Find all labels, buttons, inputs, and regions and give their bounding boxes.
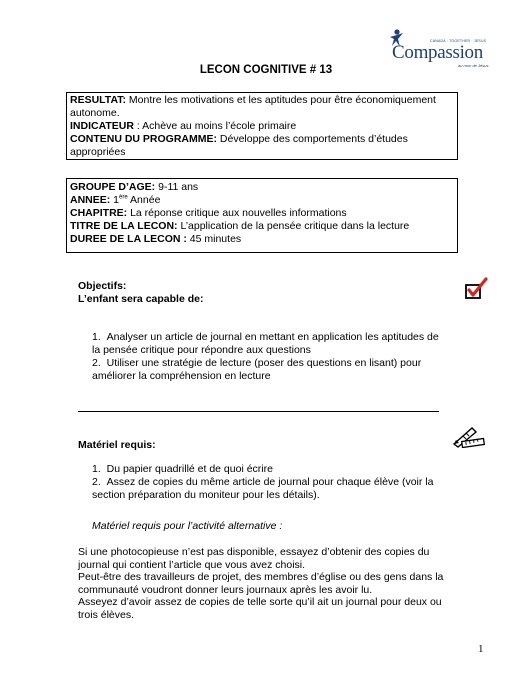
indicateur-label: INDICATEUR [70, 120, 134, 132]
list-item-text: Analyser un article de journal en mettant en application les aptitudes de la pensée critique pour répondre aux questions [92, 331, 439, 356]
list-number: 1. [92, 463, 101, 475]
alt-paragraph-1: Si une photocopieuse n’est pas disponible, essayez d’obtenir des copies du journal qui contient l’article que vous avez choisi. [78, 546, 430, 571]
contenu-text: Développe des comportements d’études appropriées [70, 133, 408, 158]
contenu-label: CONTENU DU PROGRAMME: [70, 133, 217, 145]
indicateur-text: : Achève au moins l’école primaire [133, 120, 297, 132]
chapitre-line [70, 207, 454, 220]
logo-wordmark: Compassion [392, 42, 483, 63]
list-number: 2. [92, 476, 101, 488]
objectifs-heading-block [78, 280, 203, 306]
checkbox-check-icon [464, 277, 490, 301]
groupe-text: 9-11 ans [155, 181, 199, 193]
indicateur-line [70, 120, 454, 133]
chapitre-text: La réponse critique aux nouvelles informations [127, 207, 347, 219]
annee-label: ANNEE: [70, 194, 111, 206]
materiel-item-1 [92, 463, 442, 476]
list-item-text: Utiliser une stratégie de lecture (poser des questions en lisant) pour améliorer la compréhension en lecture [92, 357, 422, 382]
duree-label: DUREE DE LA LECON : [70, 233, 187, 245]
pencil-ruler-icon [452, 424, 486, 448]
annee-num: 1 [110, 194, 120, 206]
duree-line [70, 233, 454, 246]
contenu-line [70, 133, 454, 159]
objectifs-heading: Objectifs: [78, 280, 127, 292]
chapitre-label: CHAPITRE: [70, 207, 128, 219]
annee-text: Année [127, 194, 161, 206]
annee-sup: ère [119, 194, 128, 201]
page-title: LECON COGNITIVE # 13 [199, 64, 333, 76]
logo-top-text: CANADA · TOGETHER · JESUS [430, 39, 487, 43]
list-item-text: Du papier quadrillé et de quoi écrire [106, 463, 273, 475]
outcome-box [66, 92, 458, 160]
groupe-label: GROUPE D’AGE: [70, 181, 156, 193]
materiel-item-2 [92, 476, 442, 502]
alt-paragraph-3: Asseyez d’avoir assez de copies de telle sorte qu’il ait un journal pour deux ou trois élèves. [78, 596, 442, 621]
annee-line [70, 194, 454, 207]
materiel-heading: Matériel requis: [78, 439, 156, 451]
alt-materiel-heading: Matériel requis pour l’activité alternative : [92, 520, 283, 532]
titre-label: TITRE DE LA LECON: [70, 220, 178, 232]
materiel-heading-block [78, 439, 156, 452]
groupe-line [70, 181, 454, 194]
logo-tagline: au nom de Jésus [458, 63, 489, 68]
objectif-item-1 [92, 331, 442, 357]
section-divider [78, 411, 439, 412]
alt-materiel-body [78, 546, 448, 622]
duree-text: 45 minutes [186, 233, 242, 245]
list-item-text: Assez de copies du même article de journal pour chaque élève (voir la section préparation du moniteur pour les détails). [92, 476, 434, 501]
alt-paragraph-2: Peut-être des travailleurs de projet, des membres d’église ou des gens dans la communauté voudront donner leurs journaux après les avoir lu. [78, 571, 444, 596]
page-number: 1 [478, 643, 484, 655]
list-number: 2. [92, 357, 101, 369]
titre-line [70, 220, 454, 233]
objectif-item-2 [92, 357, 442, 383]
lesson-info-box [66, 178, 458, 253]
resultat-line [70, 94, 454, 120]
titre-text: L’application de la pensée critique dans la lecture [177, 220, 410, 232]
list-number: 1. [92, 331, 101, 343]
resultat-label: RESULTAT: [70, 94, 126, 106]
objectifs-subheading: L’enfant sera capable de: [78, 293, 204, 305]
resultat-text: Montre les motivations et les aptitudes pour être économiquement autonome. [70, 94, 436, 119]
